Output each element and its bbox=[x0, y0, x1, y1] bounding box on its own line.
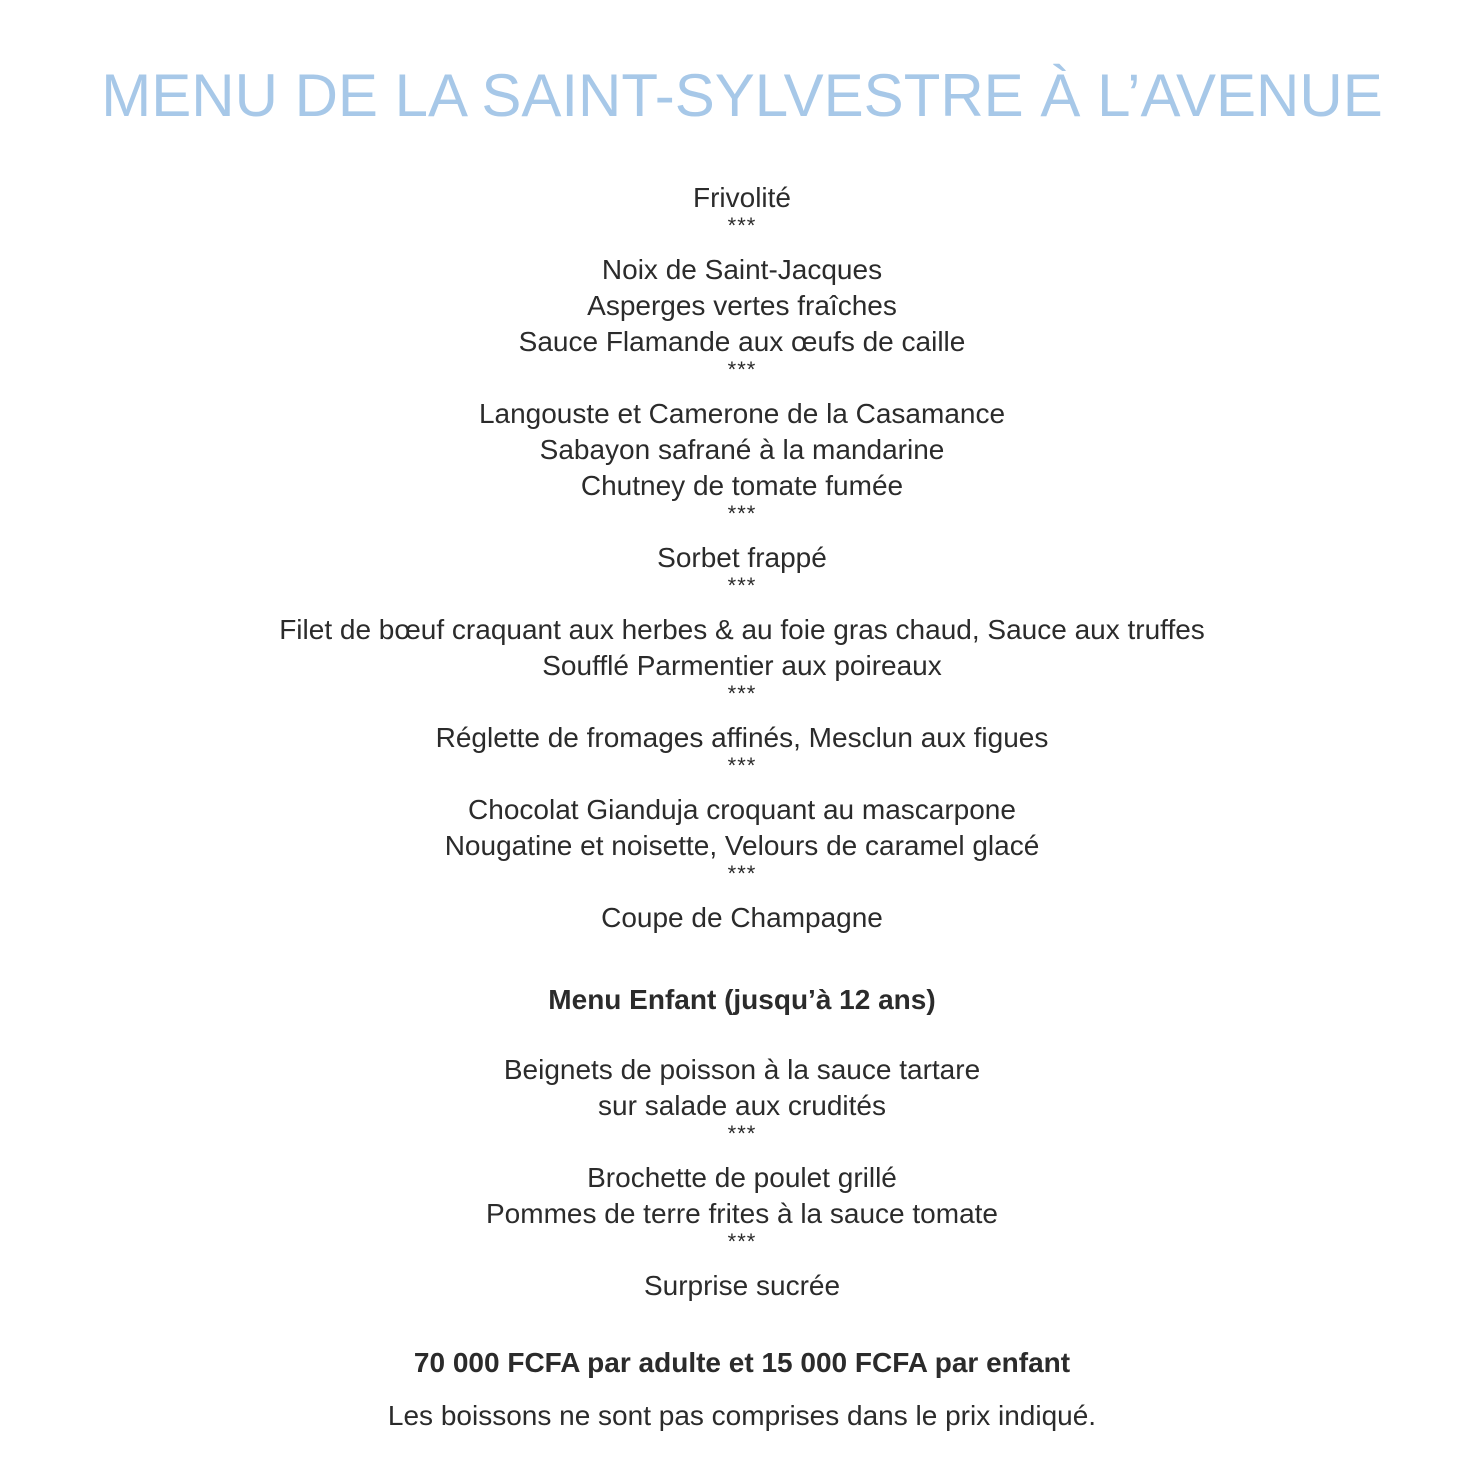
course-separator: *** bbox=[727, 681, 757, 706]
adult-menu bbox=[0, 180, 1484, 936]
menu-item-line: Frivolité bbox=[692, 182, 791, 213]
menu-title: MENU DE LA SAINT-SYLVESTRE À L’AVENUE bbox=[101, 62, 1383, 129]
course-separator: *** bbox=[727, 501, 757, 526]
menu-item-line: Sauce Flamande aux œufs de caille bbox=[518, 326, 966, 357]
menu-item-line: Filet de bœuf craquant aux herbes & au foie gras chaud, Sauce aux truffes bbox=[279, 614, 1205, 645]
menu-item-line: Pommes de terre frites à la sauce tomate bbox=[486, 1198, 998, 1229]
course-separator: *** bbox=[727, 753, 757, 778]
course-separator: *** bbox=[727, 357, 757, 382]
menu-item-line: Asperges vertes fraîches bbox=[587, 290, 897, 321]
child-menu bbox=[0, 1052, 1484, 1304]
course-separator: *** bbox=[727, 1121, 757, 1146]
menu-item-line: Beignets de poisson à la sauce tartare bbox=[503, 1054, 981, 1085]
child-menu-heading: Menu Enfant (jusqu’à 12 ans) bbox=[548, 984, 936, 1015]
course-separator: *** bbox=[727, 861, 757, 886]
course-separator: *** bbox=[727, 1229, 757, 1254]
menu-item-line: Sorbet frappé bbox=[657, 542, 827, 573]
menu-item-line: Chutney de tomate fumée bbox=[580, 470, 904, 501]
menu-item-line: Soufflé Parmentier aux poireaux bbox=[542, 650, 942, 681]
menu-item-line: Brochette de poulet grillé bbox=[587, 1162, 897, 1193]
menu-item-line: Surprise sucrée bbox=[643, 1270, 841, 1301]
menu-item-line: sur salade aux crudités bbox=[598, 1090, 886, 1121]
drinks-note: Les boissons ne sont pas comprises dans le prix indiqué. bbox=[387, 1400, 1097, 1431]
menu-item-line: Noix de Saint-Jacques bbox=[601, 254, 883, 285]
menu-item-line: Coupe de Champagne bbox=[601, 902, 883, 933]
menu-item-line: Réglette de fromages affinés, Mesclun aux figues bbox=[435, 722, 1049, 753]
menu-item-line: Chocolat Gianduja croquant au mascarpone bbox=[468, 794, 1016, 825]
course-separator: *** bbox=[727, 573, 757, 598]
menu-item-line: Langouste et Camerone de la Casamance bbox=[478, 398, 1006, 429]
menu-item-line: Sabayon safrané à la mandarine bbox=[539, 434, 945, 465]
menu-item-line: Nougatine et noisette, Velours de caramel glacé bbox=[444, 830, 1040, 861]
course-separator: *** bbox=[727, 213, 757, 238]
price-line: 70 000 FCFA par adulte et 15 000 FCFA par enfant bbox=[413, 1347, 1071, 1378]
